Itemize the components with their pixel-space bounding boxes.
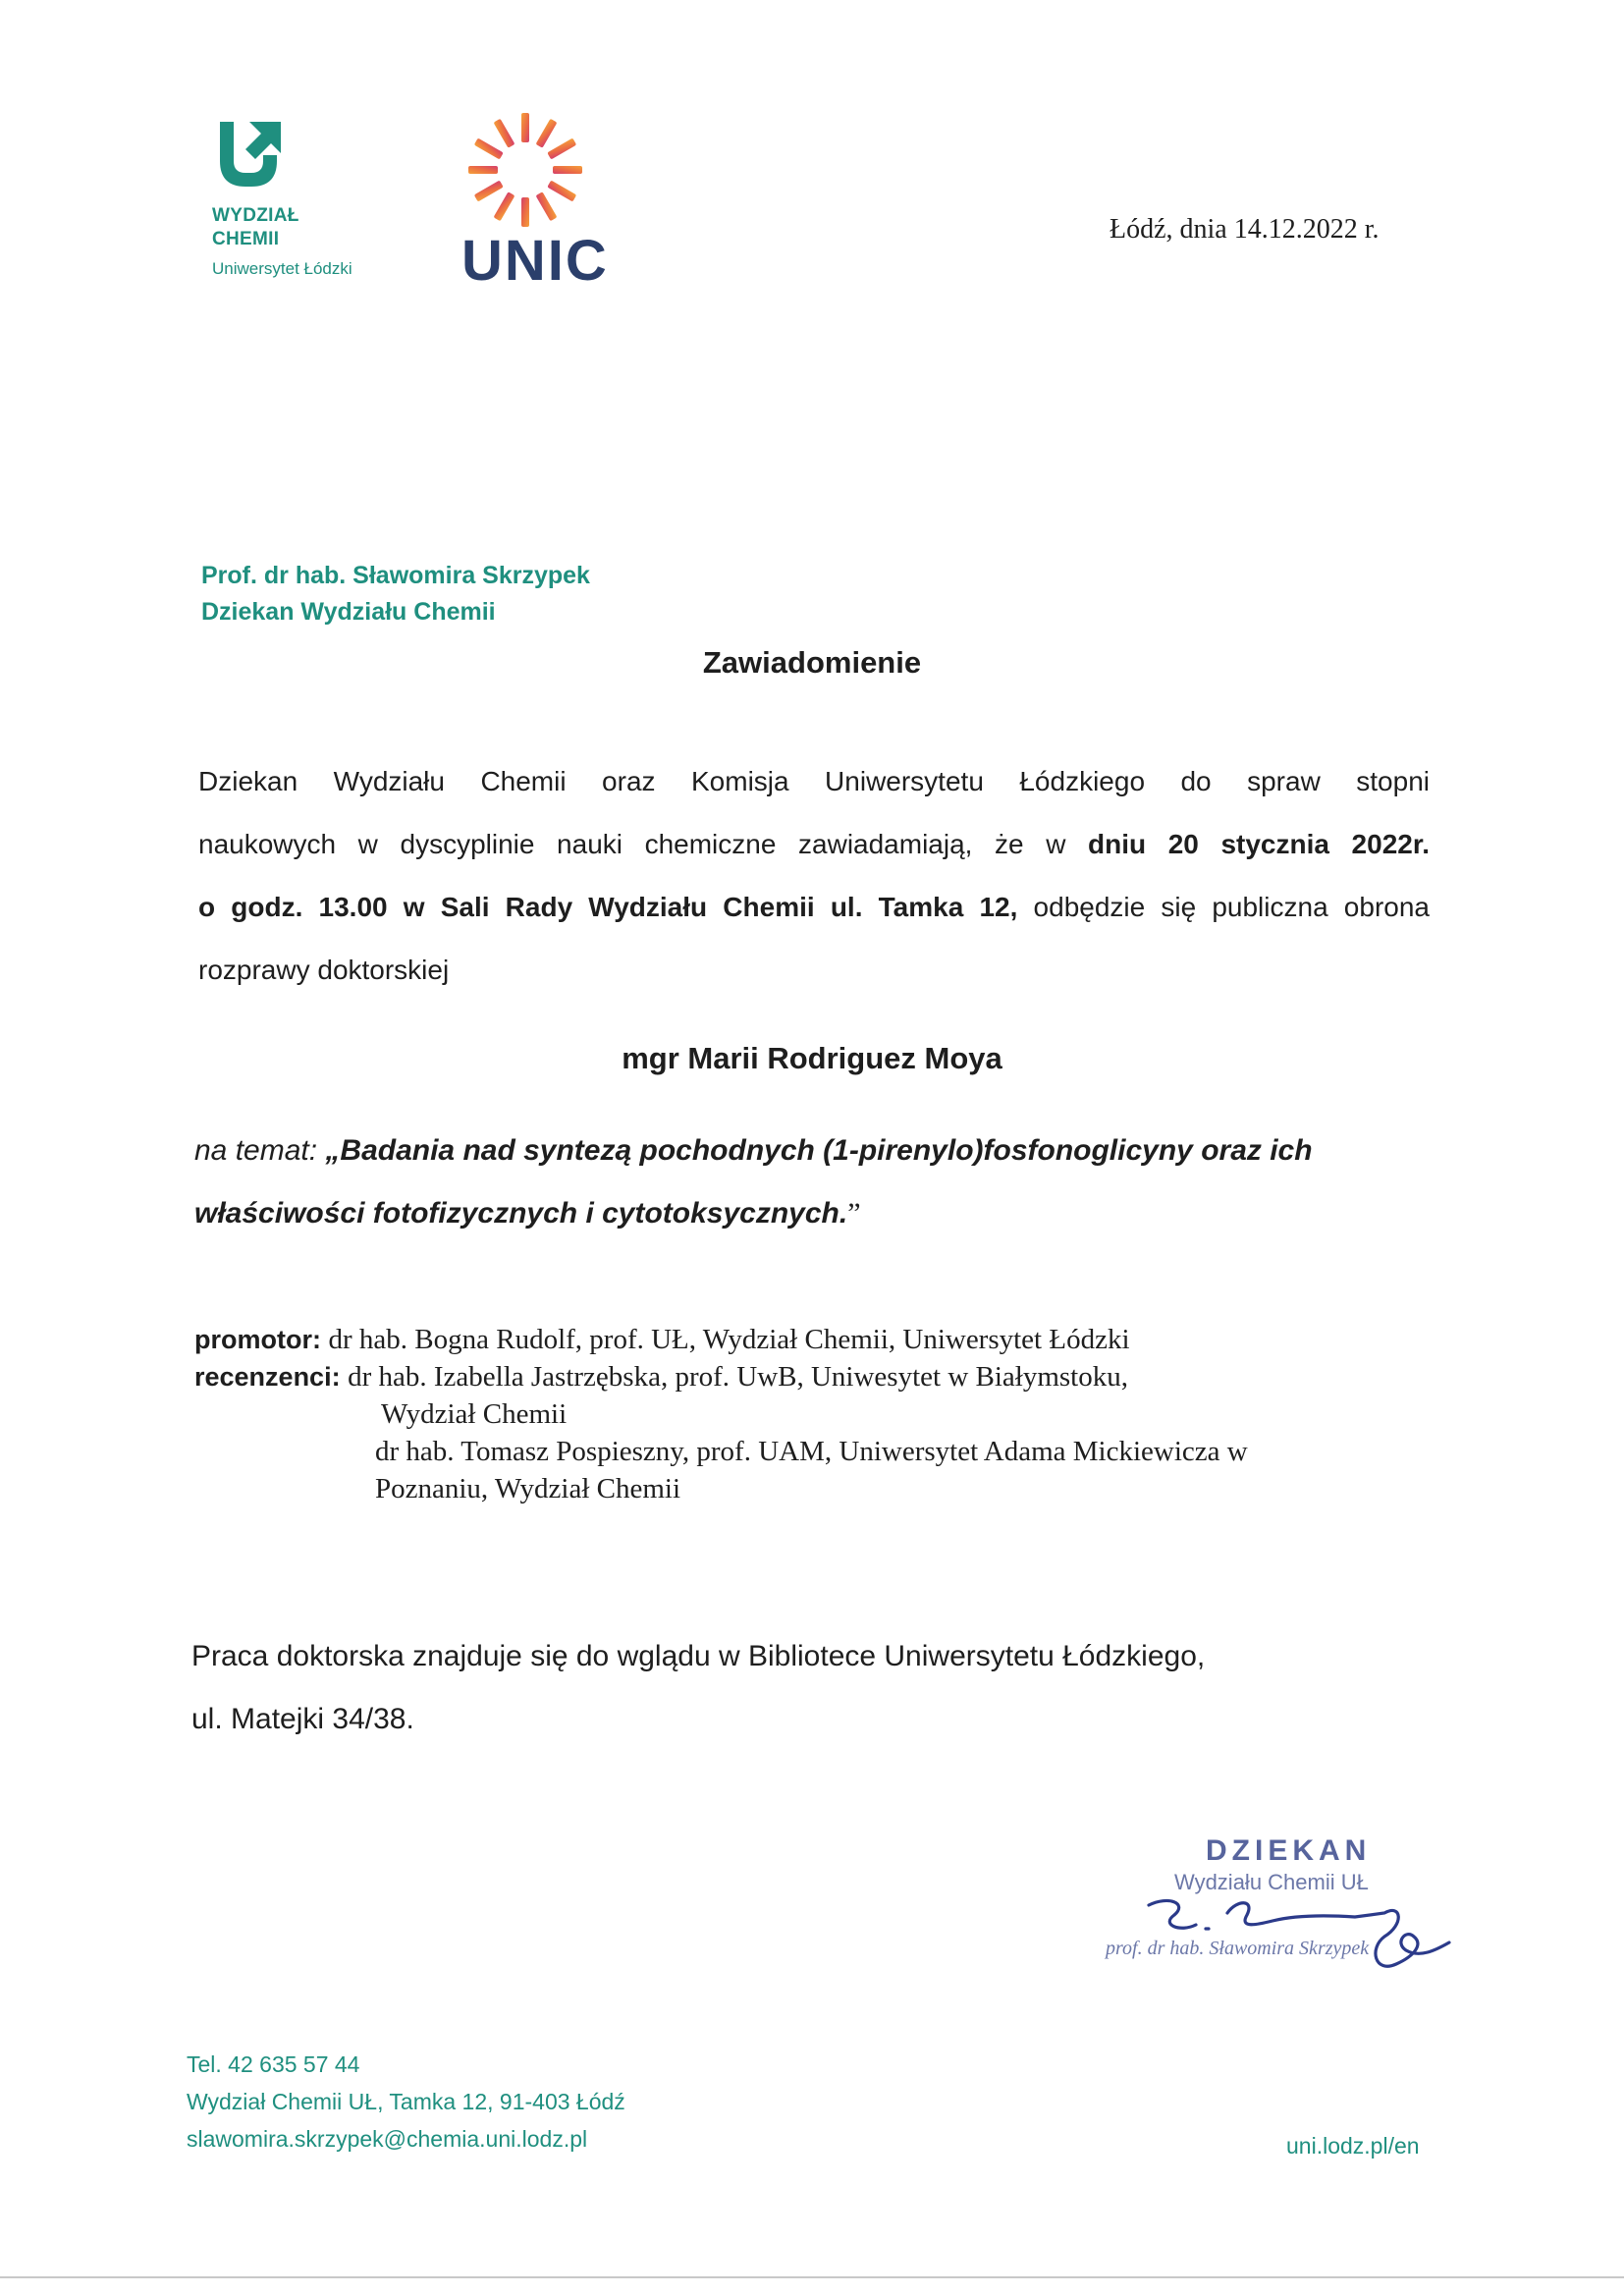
promotor-row [194,1321,1248,1358]
thesis-topic-line-1 [194,1120,1432,1182]
reviewer-2-line-2: Poznaniu, Wydział Chemii [375,1473,681,1504]
reviewer-1-line-2: Wydział Chemii [381,1398,568,1430]
defense-date: dniu 20 stycznia 2022r. [1088,829,1430,859]
reviewer-2-line-1: dr hab. Tomasz Pospieszny, prof. UAM, Uniwersytet Adama Mickiewicza w [375,1436,1248,1467]
committee-section [194,1321,1248,1507]
reviewers-row [194,1358,1248,1395]
footer-phone: Tel. 42 635 57 44 [187,2051,360,2077]
footer-url[interactable]: uni.lodz.pl/en [1286,2133,1420,2159]
footer-email[interactable]: slawomira.skrzypek@chemia.uni.lodz.pl [187,2126,588,2152]
closing-quote: ” [847,1197,861,1230]
library-line-2: ul. Matejki 34/38. [191,1703,414,1735]
notice-line-3 [198,876,1430,939]
notice-paragraph [198,750,1430,1002]
thesis-topic-line-2 [194,1182,1432,1245]
defense-time-place: o godz. 13.00 w Sali Rady Wydziału Chemii ul. Tamka 12, [198,892,1018,922]
promotor-label: promotor: [194,1325,321,1354]
stamp-title: DZIEKAN [1206,1834,1372,1867]
faculty-name [212,204,299,251]
bottom-edge-rule [0,2276,1624,2278]
addressee-position: Dziekan Wydziału Chemii [201,598,496,626]
notice-line-1: Dziekan Wydziału Chemii oraz Komisja Uniwersytetu Łódzkiego do spraw stopni [198,766,1430,796]
footer-contact [187,2046,625,2158]
footer-address: Wydział Chemii UŁ, Tamka 12, 91-403 Łódź [187,2089,625,2114]
reviewer-1-line-1: dr hab. Izabella Jastrzębska, prof. UwB, Uniwesytet w Białymstoku, [348,1361,1128,1393]
thesis-topic [194,1120,1432,1245]
faculty-university: Uniwersytet Łódzki [212,259,352,278]
notice-line-3-text: odbędzie się publiczna obrona [1017,892,1430,922]
notice-line-4: rozprawy doktorskiej [198,955,450,985]
dean-stamp-signature [1090,1827,1463,1994]
wydzial-chemii-logo-icon [212,116,291,194]
unic-starburst-icon [461,106,589,234]
notice-line-2-text: naukowych w dyscyplinie nauki chemiczne zawiadamiają, że w [198,829,1089,859]
faculty-name-line1: WYDZIAŁ [212,205,299,226]
thesis-title-line-2: właściwości fotofizycznych i cytotoksycznych. [194,1197,848,1230]
promotor-value: dr hab. Bogna Rudolf, prof. UŁ, Wydział Chemii, Uniwersytet Łódzki [328,1324,1130,1355]
document-date: Łódź, dnia 14.12.2022 r. [1110,214,1380,245]
topic-prefix: na temat: [194,1134,326,1167]
stamp-name: prof. dr hab. Sławomira Skrzypek [1106,1938,1370,1959]
thesis-title-line-1: „Badania nad syntezą pochodnych (1-pirenylo)fosfonoglicyny oraz ich [325,1134,1313,1167]
library-info [191,1625,1429,1751]
unic-logo-text: UNIC [461,229,609,293]
addressee-name: Prof. dr hab. Sławomira Skrzypek [201,562,590,589]
faculty-name-line2: CHEMII [212,229,280,249]
document-title: Zawiadomienie [702,645,922,680]
candidate-name: mgr Marii Rodriguez Moya [622,1041,1002,1075]
stamp-subtitle: Wydziału Chemii UŁ [1174,1870,1369,1894]
addressee [201,558,590,630]
library-line-1: Praca doktorska znajduje się do wglądu w Bibliotece Uniwersytetu Łódzkiego, [191,1640,1206,1672]
reviewers-label: recenzenci: [194,1362,341,1392]
notice-line-2 [198,813,1430,876]
